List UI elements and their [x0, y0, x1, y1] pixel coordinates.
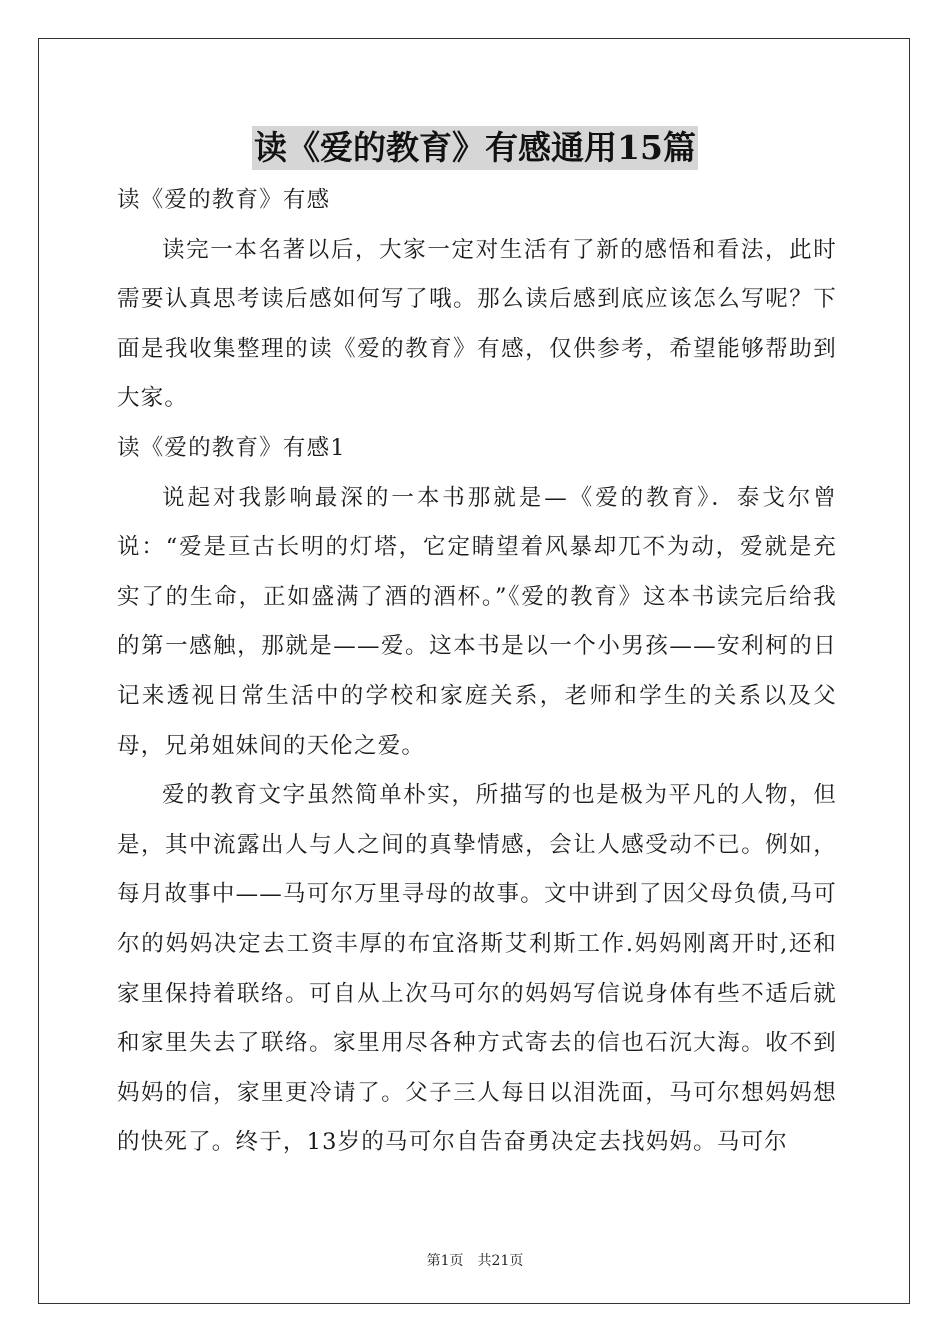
section-heading: 读《爱的教育》有感 [117, 187, 331, 213]
document-body [117, 176, 837, 1168]
paragraph: 爱的教育文字虽然简单朴实，所描写的也是极为平凡的人物，但是，其中流露出人与人之间的真挚情感，会让人感受动不已。例如，每月故事中——马可尔万里寻母的故事。文中讲到了因父母负债,马可尔的妈妈决定去工资丰厚的布宜洛斯艾利斯工作.妈妈刚离开时,还和家里保持着联络。可自从上次马可尔的妈妈写信说身体有些不适后就和家里失去了联络。家里用尽各种方式寄去的信也石沉大海。收不到妈妈的信，家里更冷请了。父子三人每日以泪洗面，马可尔想妈妈想的快死了。终于，13岁的马可尔自告奋勇决定去找妈妈。马可尔 [117, 782, 837, 1156]
document-title: 读《爱的教育》有感通用15篇 [252, 126, 698, 170]
paragraph: 读完一本名著以后，大家一定对生活有了新的感悟和看法，此时需要认真思考读后感如何写了哦。那么读后感到底应该怎么写呢？下面是我收集整理的读《爱的教育》有感，仅供参考，希望能够帮助到大家。 [117, 236, 837, 412]
title-container [0, 126, 950, 170]
page-footer: 第1页 共21页 [426, 1253, 524, 1269]
paragraph: 说起对我影响最深的一本书那就是—《爱的教育》．泰戈尔曾说：“爱是亘古长明的灯塔，它定睛望着风暴却兀不为动，爱就是充实了的生命，正如盛满了酒的酒杯。”《爱的教育》这本书读完后给我的第一感触，那就是——爱。这本书是以一个小男孩——安利柯的日记来透视日常生活中的学校和家庭关系，老师和学生的关系以及父母，兄弟姐妹间的天伦之爱。 [117, 484, 837, 759]
section-heading: 读《爱的教育》有感1 [117, 434, 346, 461]
